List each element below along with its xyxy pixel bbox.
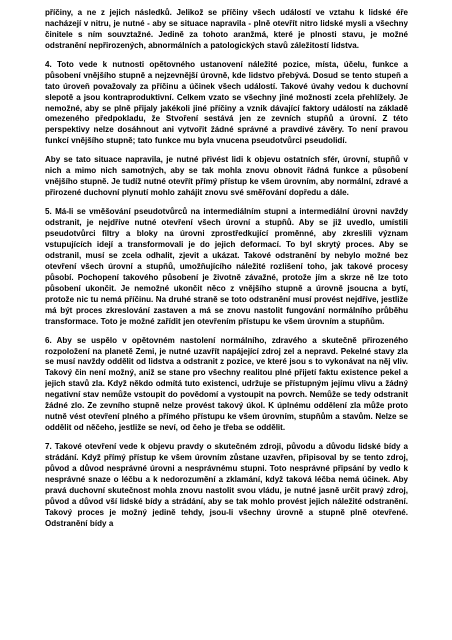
paragraph-7: 7. Takové otevření vede k objevu pravdy o skutečném zdroji, původu a důvodu lidské bídy a strádání. Když přímý přístup ke všem úrovním zůstane uzavřen, připisoval by se tento zdroj, původ a důvod nesprávné úrovni a nesprávnému stupni. Toto nesprávné připsání by vedlo k nesprávné snaze o léčbu a k nedorozumění a zklamání, když taková léčba nemá účinek. Aby pravá duchovní skutečnost mohla znovu nastolit svou vládu, je nutné jasně určit pravý zdroj, původ a důvod vší lidské bídy a strádání, aby se tak mohlo provést jejich náležité odstranění. Takový proces je možný jedině tehdy, jsou-li všechny úrovně a stupně plně otevřené. Odstranění bídy a	[45, 442, 408, 528]
paragraph-continuation: příčiny, a ne z jejich následků. Jelikož se příčiny všech událostí ve vztahu k lidské éře nacházejí v nitru, je nutné - aby se situace napravila - plně otevřít nitro lidské mysli a všechny činitele s ním souvztažné. Jedině za tohoto aranžmá, které je plnosti stavu, je možné odstranění nepřirozených, abnormálních a patologických stavů záležitostí lidstva.	[45, 8, 408, 50]
paragraph-4-continued: Aby se tato situace napravila, je nutné přivést lidi k objevu ostatních sfér, úrovní, stupňů v nich a mimo nich samotných, aby se tak mohla znovu obnovit řádná funkce a působení vnějšího stupně. Je tudíž nutné otevřít přímý přístup ke všem úrovním, aby normální, zdravé a přirozené duchovní plynutí mohlo zahájit znovu své směřování dopředu a dále.	[45, 155, 408, 198]
paragraph-6: 6. Aby se uspělo v opětovném nastolení normálního, zdravého a skutečně přirozeného rozpoložení na planetě Zemi, je nutné uzavřít napájející zdroj zel a nepravd. Pekelné stavy zla se musí navždy oddělit od lidstva a odstranit z pozice, ve které jsou s to vykonávat na něj vliv. Takový čin není možný, aniž se stane pro všechny realitou plné přijetí faktu existence pekel a jejich stavů zla. Když někdo odmítá tuto existenci, udržuje se přístupným jejímu vlivu a žádný negativní stav nemůže vstoupit do povědomí a vystoupit na povrch. Nemůže se tedy odstranit žádné zlo. Ze zevního stupně nelze provést takový úkol. K úplnému oddělení zla může proto nutně vést otevření plného a přímého přístupu ke všem úrovním, stupňům a stavům. Nelze se oddělit od něčeho, jestliže se neví, od čeho je třeba se oddělit.	[45, 335, 408, 433]
paragraph-5: 5. Má-li se vměšování pseudotvůrců na intermediálním stupni a intermediální úrovni navždy odstranit, je nejdříve nutné otevření všech úrovní a stupňů. Aby se již uvedlo, umístili pseudotvůrci filtry a bloky na úrovni zprostředkující proměnné, aby zkreslili význam vstupujících idejí a transformovali je do jejich deformací. To byl skrytý proces. Aby se odstranil, musí se zcela odhalit, zjevit a ukázat. Takové odstranění by nebylo možné bez otevření všech úrovní a stupňů, umožňujícího náležité rozlišení toho, jak takové procesy působí. Pochopení takového působení je životně závažné, protože jím a skrze ně lze toto působení ukončit. Je nemožné ukončit něco z vnějšího stupně a úrovně jsoucna a bytí, protože nic tu nemá příčinu. Na druhé straně se toto odstranění musí provést nejdříve, jestliže má být proces zkreslování zastaven a má se znovu nastolit fungování normálního průběhu transformace. Toto je možné zařídit jen otevřením přístupu ke všem úrovním a stupňům.	[45, 207, 408, 326]
document-page	[45, 8, 408, 633]
paragraph-4: 4. Toto vede k nutnosti opětovného ustanovení náležité pozice, místa, účelu, funkce a působení vnějšího stupně a nejzevnější úrovně, kde lidstvo přebývá. Dosud se tento stupeň a tato úroveň považovaly za příčinu a účinek všech událostí. Takové úvahy vedou k duchovní slepotě a jsou kontraproduktivní. Celkem vzato se všechny jiné možnosti zcela přehlížely. Je nemožné, aby se plně přijaly jakékoli jiné příčiny a vznik dávající faktory událostí na základě omezeného předpokladu, že Stvoření sestává jen ze zevních stupňů a úrovní. Z této perspektivy nelze dosáhnout ani vytvořit žádné správné a pravdivé závěry. To není pravou funkcí vnějšího stupně; tato funkce mu byla vnucena pseudotvůrci pseudolidí.	[45, 59, 408, 146]
